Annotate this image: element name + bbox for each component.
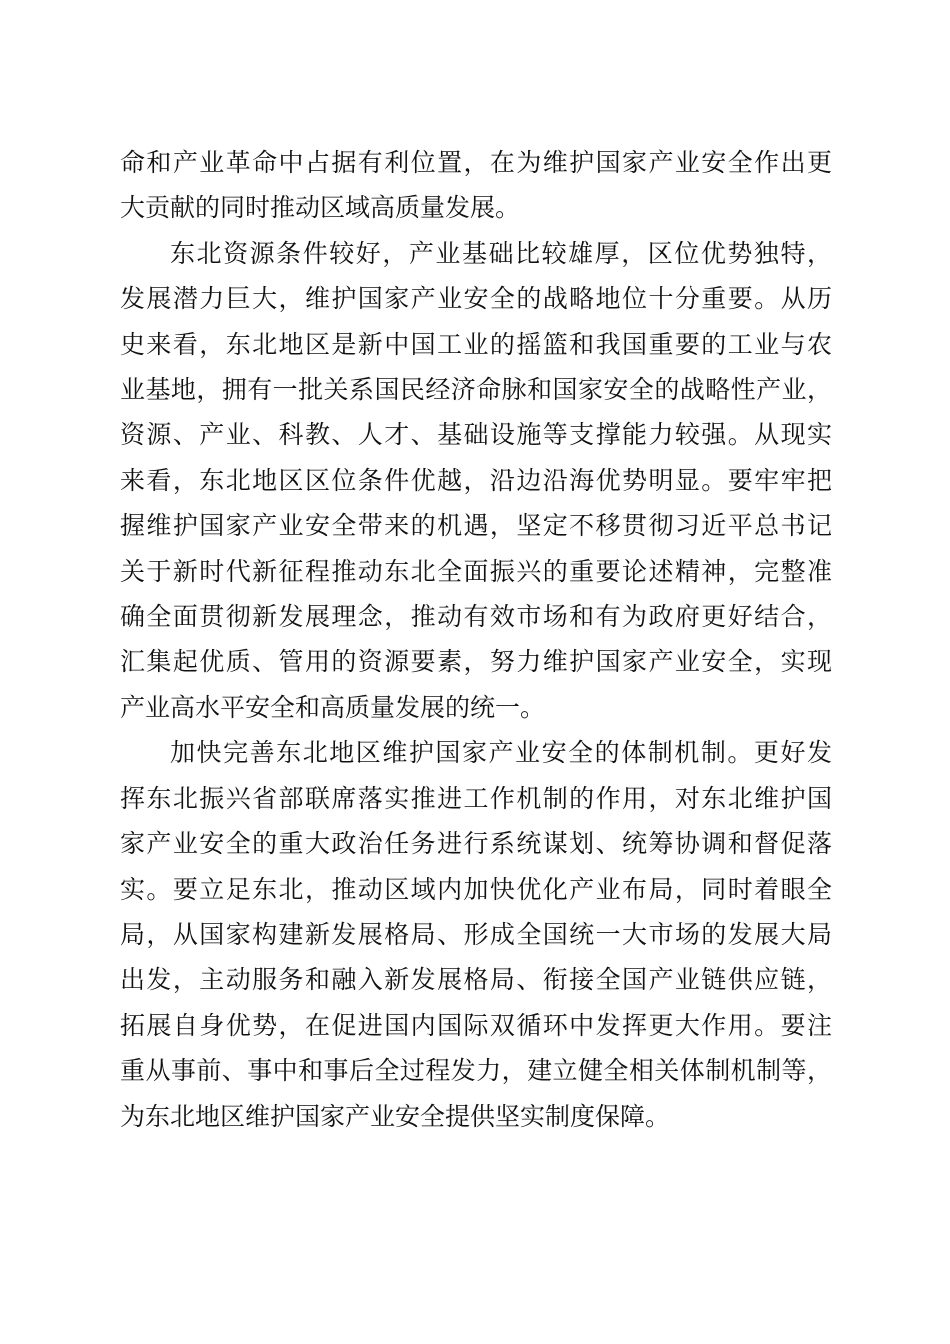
text-line: 局，从国家构建新发展格局、形成全国统一大市场的发展大局 [120, 919, 832, 949]
text-line: 大贡献的同时推动区域高质量发展。 [120, 193, 521, 223]
text-line: 拓展自身优势，在促进国内国际双循环中发挥更大作用。要注 [120, 1010, 832, 1040]
paragraph-3 [120, 730, 832, 1139]
text-line: 东北资源条件较好，产业基础比较雄厚，区位优势独特， [170, 238, 832, 268]
text-line: 挥东北振兴省部联席落实推进工作机制的作用，对东北维护国 [120, 783, 832, 813]
text-line: 加快完善东北地区维护国家产业安全的体制机制。更好发 [170, 738, 832, 768]
text-line: 确全面贯彻新发展理念，推动有效市场和有为政府更好结合， [120, 602, 832, 632]
text-line: 命和产业革命中占据有利位置，在为维护国家产业安全作出更 [120, 148, 832, 177]
text-line: 史来看，东北地区是新中国工业的摇篮和我国重要的工业与农 [120, 329, 832, 359]
text-line: 来看，东北地区区位条件优越，沿边沿海优势明显。要牢牢把 [120, 465, 832, 495]
text-line: 发展潜力巨大，维护国家产业安全的战略地位十分重要。从历 [120, 284, 832, 314]
paragraph-1 [120, 140, 832, 231]
text-line: 出发，主动服务和融入新发展格局、衔接全国产业链供应链， [120, 965, 832, 995]
text-line: 产业高水平安全和高质量发展的统一。 [120, 692, 546, 722]
text-line: 握维护国家产业安全带来的机遇，坚定不移贯彻习近平总书记 [120, 511, 832, 541]
text-line: 资源、产业、科教、人才、基础设施等支撑能力较强。从现实 [120, 420, 832, 450]
paragraph-2 [120, 231, 832, 730]
text-line: 实。要立足东北，推动区域内加快优化产业布局，同时着眼全 [120, 874, 832, 904]
text-line: 重从事前、事中和事后全过程发力，建立健全相关体制机制等， [120, 1056, 832, 1086]
document-body [120, 140, 832, 1139]
text-line: 业基地，拥有一批关系国民经济命脉和国家安全的战略性产业， [120, 375, 832, 405]
text-line: 为东北地区维护国家产业安全提供坚实制度保障。 [120, 1101, 671, 1131]
text-line: 家产业安全的重大政治任务进行系统谋划、统筹协调和督促落 [120, 829, 832, 859]
text-line: 关于新时代新征程推动东北全面振兴的重要论述精神，完整准 [120, 556, 832, 586]
text-line: 汇集起优质、管用的资源要素，努力维护国家产业安全，实现 [120, 647, 832, 677]
